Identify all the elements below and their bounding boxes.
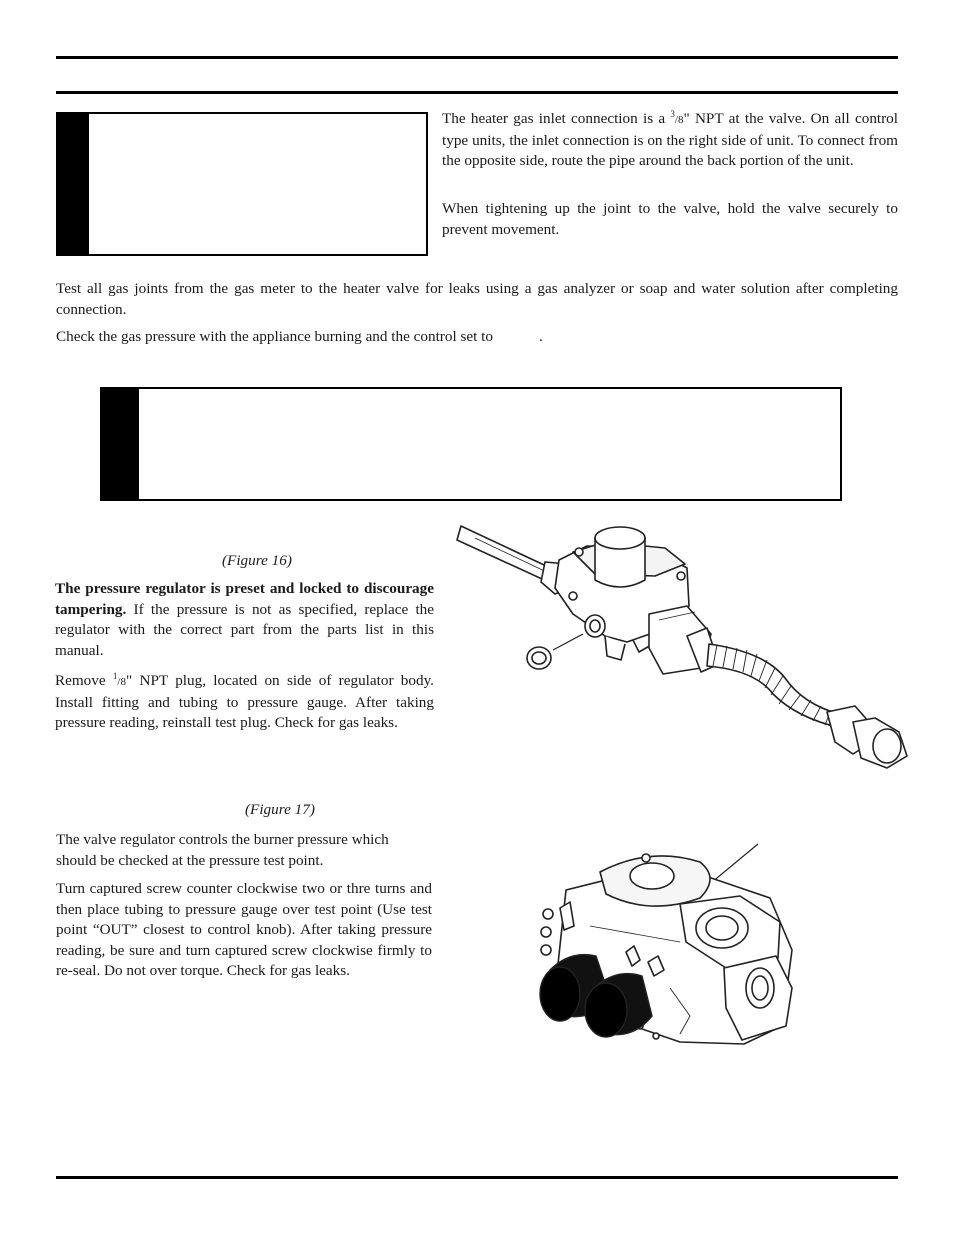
- regulator-text: If the pressure is not as specified, replace the regulator with the correct part from the parts list in this manual.: [55, 600, 434, 659]
- warning-box-bar: [102, 389, 139, 499]
- caution-box-bar: [58, 114, 89, 254]
- tightening-paragraph: When tightening up the joint to the valve, hold the valve securely to prevent movement.: [442, 200, 898, 238]
- regulator-paragraph: [55, 579, 434, 661]
- warning-box: [100, 387, 842, 501]
- check-pressure-text: Check the gas pressure with the appliance burning and the control set to: [56, 328, 493, 345]
- remove-text-b: " NPT plug, located on side of regulator body. Install fitting and tubing to pressure gauge. After taking pressure reading, reinstall test plug. Check for gas leaks.: [55, 672, 434, 731]
- inlet-text-b: " NPT at the valve. On all control type units, the inlet connection is on the right side of unit. To connect from the opposite side, route the pipe around the back portion of the unit.: [442, 110, 898, 169]
- captured-screw-paragraph: Turn captured screw counter clockwise two or thre turns and then place tubing to pressure gauge over test point (Use test point “OUT” closest to control knob). After taking pressure reading, be sure and turn captured screw clockwise firmly to re-seal. Do not over torque. Check for gas leaks.: [56, 880, 432, 979]
- regulator-illustration: [455, 518, 935, 778]
- check-pressure-period: .: [538, 328, 543, 345]
- plug-frac-denominator: /8: [117, 676, 126, 688]
- plug-frac-numerator: 1: [112, 671, 118, 681]
- inlet-text-a: The heater gas inlet connection is a: [442, 110, 671, 127]
- gas-valve-illustration: [530, 838, 820, 1058]
- figure-17-caption: (Figure 17): [245, 801, 315, 818]
- remove-text-a: Remove: [55, 672, 113, 689]
- header-rule: [56, 91, 898, 94]
- test-joints-paragraph: Test all gas joints from the gas meter to the heater valve for leaks using a gas analyzer or soap and water solution after completing connection.: [56, 280, 898, 318]
- regulator-bold-text: The pressure regulator is preset and locked to discourage tampering.: [55, 580, 434, 618]
- inlet-frac-numerator: 3: [670, 109, 675, 119]
- top-rule: [56, 56, 898, 59]
- check-pressure-paragraph: [56, 327, 898, 348]
- remove-plug-paragraph: [55, 671, 434, 734]
- bottom-rule: [56, 1176, 898, 1179]
- inlet-frac-denominator: /8: [674, 114, 684, 126]
- caution-box: [56, 112, 428, 256]
- inlet-connection-paragraph: [442, 109, 898, 172]
- figure-16-caption: (Figure 16): [222, 552, 292, 569]
- valve-regulator-paragraph: The valve regulator controls the burner pressure which should be checked at the pressure test point.: [56, 831, 389, 869]
